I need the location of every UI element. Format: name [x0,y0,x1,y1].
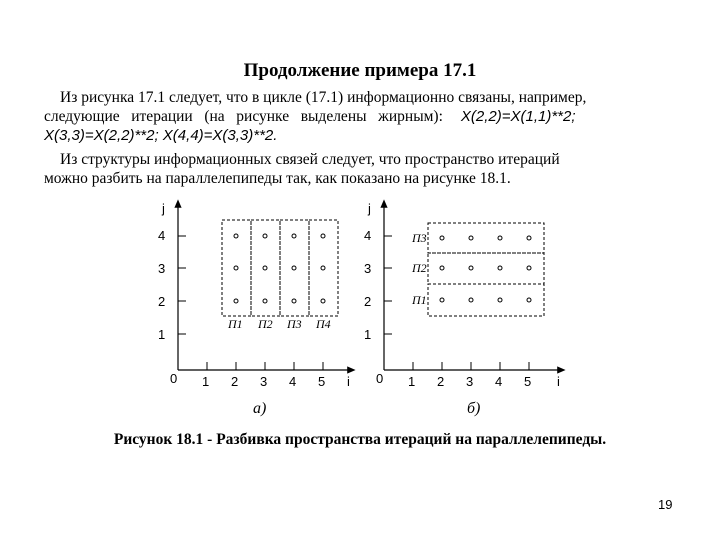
sublabel-b: б) [467,400,481,417]
x-axis-label-b: i [557,374,560,389]
block-label: П2 [258,317,273,331]
block-labels-a [227,317,331,331]
points-b [440,236,531,302]
y-tick-label: 1 [364,327,372,342]
sublabel-a: а) [253,400,267,417]
y-ticks-b [364,228,392,342]
block-label: П3 [412,231,427,245]
x-tick-label: 3 [466,374,474,389]
block-label: П1 [412,293,427,307]
y-tick-label: 2 [158,294,166,309]
y-axis-label-a: j [162,201,165,216]
x-axis-label-a: i [347,374,350,389]
origin-label-a: 0 [170,371,178,386]
code-expression-2: X(3,3)=X(2,2)**2; X(4,4)=X(3,3)**2. [44,127,278,144]
y-tick-label: 3 [364,261,372,276]
block-label: П1 [228,317,243,331]
y-tick-label: 3 [158,261,166,276]
page-number: 19 [658,497,673,512]
y-tick-label: 1 [158,327,166,342]
paragraph-2-line-2: можно разбить на параллелепипеды так, как показано на рисунке 18.1. [44,170,511,187]
slide-title: Продолжение примера 17.1 [243,60,477,81]
x-tick-label: 3 [260,374,268,389]
y-ticks-a [158,228,186,342]
x-tick-label: 5 [318,374,326,389]
diagram-a [158,201,352,417]
y-axis-label-b: j [368,201,371,216]
origin-label-b: 0 [376,371,384,386]
x-tick-label: 1 [408,374,416,389]
x-ticks-a [202,362,325,389]
paragraph-1-line-2-text: следующие итерации (на рисунке выделены жирным): [44,108,443,125]
x-tick-label: 2 [231,374,239,389]
block-labels-b [411,231,427,307]
x-tick-label: 4 [289,374,297,389]
figure-caption: Рисунок 18.1 - Разбивка пространства итераций на параллелепипеды. [113,431,607,448]
paragraph-1-line-1: Из рисунка 17.1 следует, что в цикле (17.1) информационно связаны, например, [60,89,587,106]
x-tick-label: 1 [202,374,210,389]
x-tick-label: 2 [437,374,445,389]
x-tick-label: 4 [495,374,503,389]
y-tick-label: 2 [364,294,372,309]
code-expression-1: X(2,2)=X(1,1)**2; [460,108,576,125]
paragraph-2-line-1: Из структуры информационных связей следует, что пространство итераций [60,151,560,168]
x-tick-label: 5 [524,374,532,389]
y-tick-label: 4 [364,228,372,243]
diagram-b [364,201,562,417]
block-label: П3 [287,317,302,331]
y-tick-label: 4 [158,228,166,243]
block-label: П2 [412,261,427,275]
block-label: П4 [316,317,331,331]
x-ticks-b [408,362,531,389]
blocks-b [428,223,544,316]
